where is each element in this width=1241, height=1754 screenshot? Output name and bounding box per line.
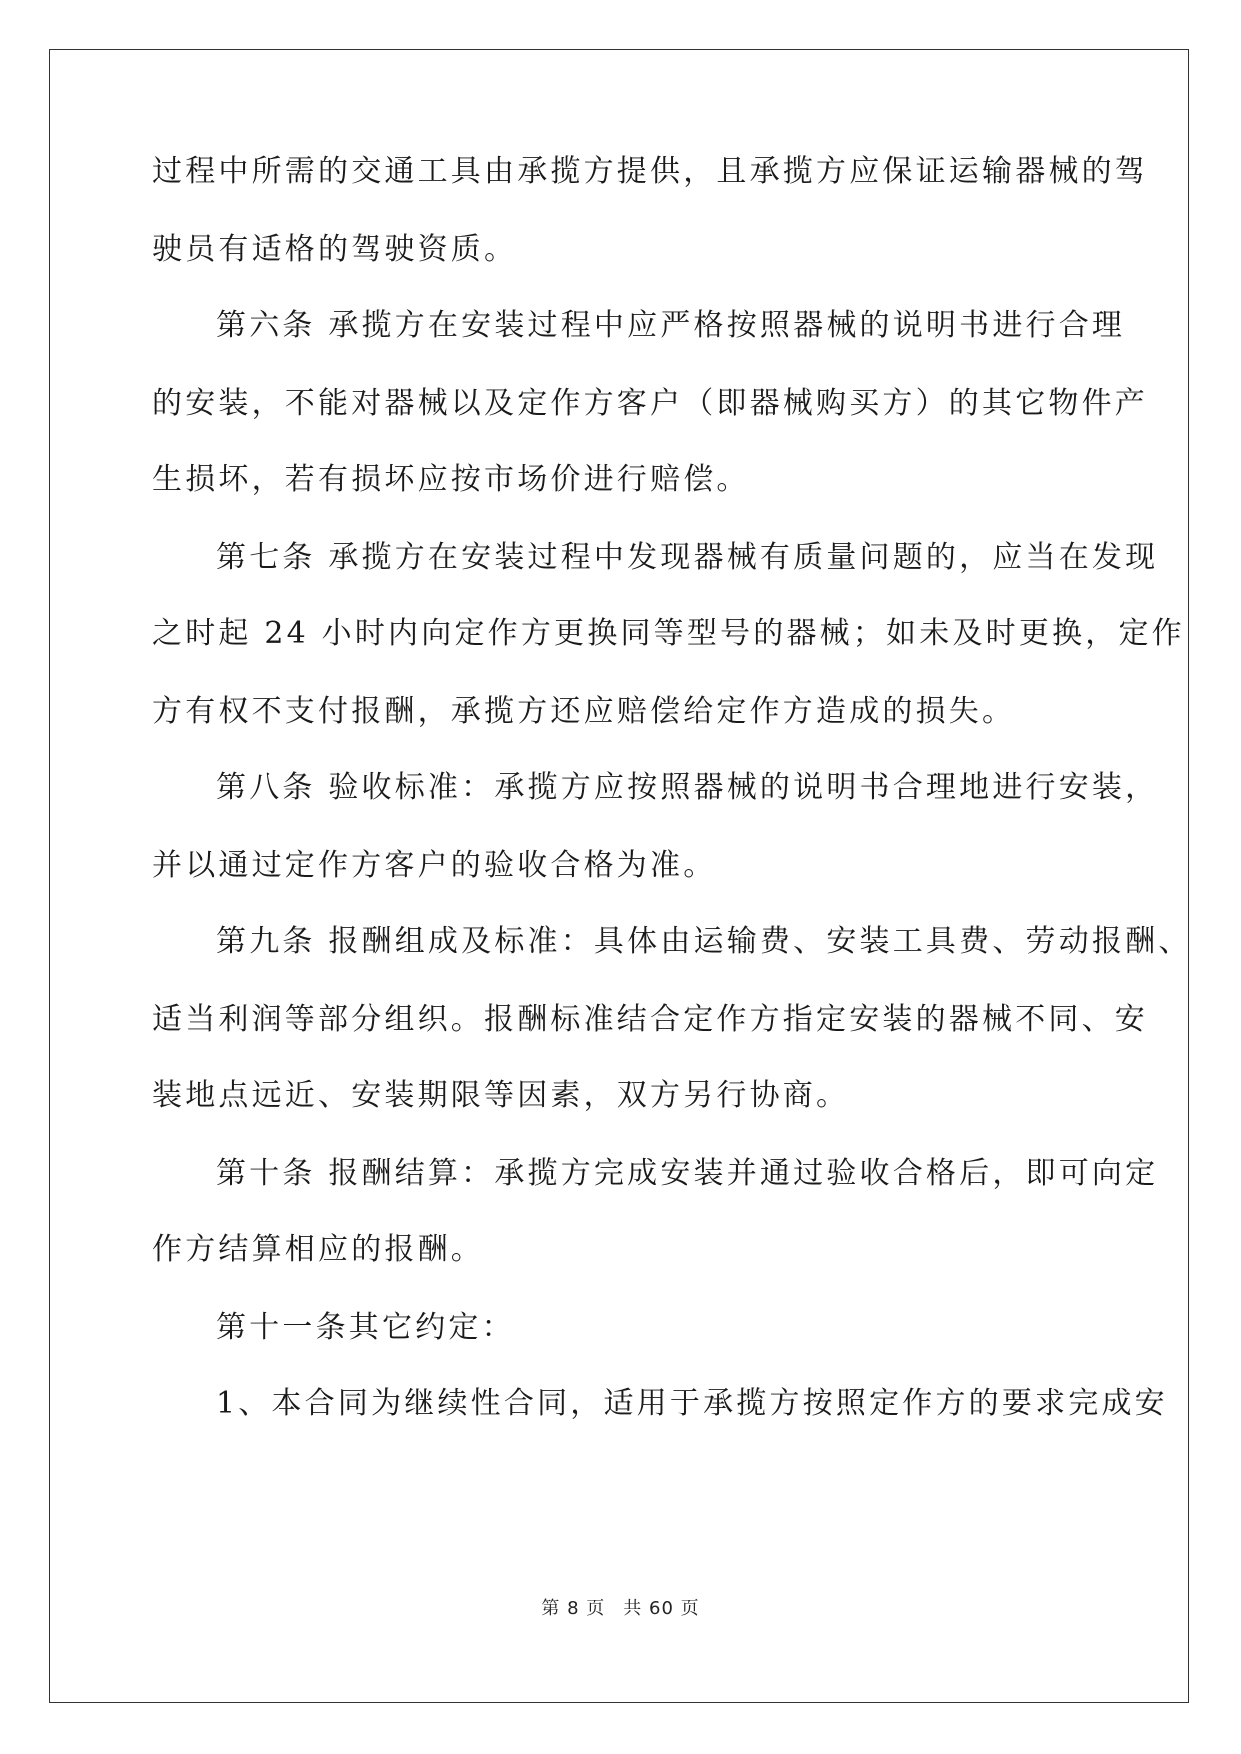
page-total: 共 60 页 [623, 1598, 700, 1619]
list-item-1-line: 1、本合同为继续性合同，适用于承揽方按照定作方的要求完成安 [216, 1386, 1168, 1421]
text-line: 并以通过定作方客户的验收合格为准。 [152, 848, 717, 883]
text-line: 驶员有适格的驾驶资质。 [152, 232, 518, 267]
text-line: 过程中所需的交通工具由承揽方提供，且承揽方应保证运输器械的驾 [152, 154, 1148, 189]
page-number: 第 8 页 [541, 1598, 606, 1619]
text-line: 生损坏，若有损坏应按市场价进行赔偿。 [152, 462, 750, 497]
text-line: 装地点远近、安装期限等因素，双方另行协商。 [152, 1078, 850, 1113]
text-line: 作方结算相应的报酬。 [152, 1232, 484, 1267]
clause-11-heading-line: 第十一条其它约定： [216, 1310, 515, 1345]
clause-10-heading-line: 第十条 报酬结算：承揽方完成安装并通过验收合格后，即可向定 [216, 1156, 1159, 1191]
clause-6-heading-line: 第六条 承揽方在安装过程中应严格按照器械的说明书进行合理 [216, 308, 1126, 343]
text-line: 适当利润等部分组织。报酬标准结合定作方指定安装的器械不同、安 [152, 1002, 1148, 1037]
text-line: 之时起 24 小时内向定作方更换同等型号的器械；如未及时更换，定作 [152, 616, 1185, 651]
text-line: 方有权不支付报酬，承揽方还应赔偿给定作方造成的损失。 [152, 694, 1016, 729]
text-line: 的安装，不能对器械以及定作方客户（即器械购买方）的其它物件产 [152, 386, 1148, 421]
clause-8-heading-line: 第八条 验收标准：承揽方应按照器械的说明书合理地进行安装， [216, 770, 1159, 805]
clause-9-heading-line: 第九条 报酬组成及标准：具体由运输费、安装工具费、劳动报酬、 [216, 924, 1192, 959]
page-footer [0, 1594, 1241, 1620]
clause-7-heading-line: 第七条 承揽方在安装过程中发现器械有质量问题的，应当在发现 [216, 540, 1159, 575]
